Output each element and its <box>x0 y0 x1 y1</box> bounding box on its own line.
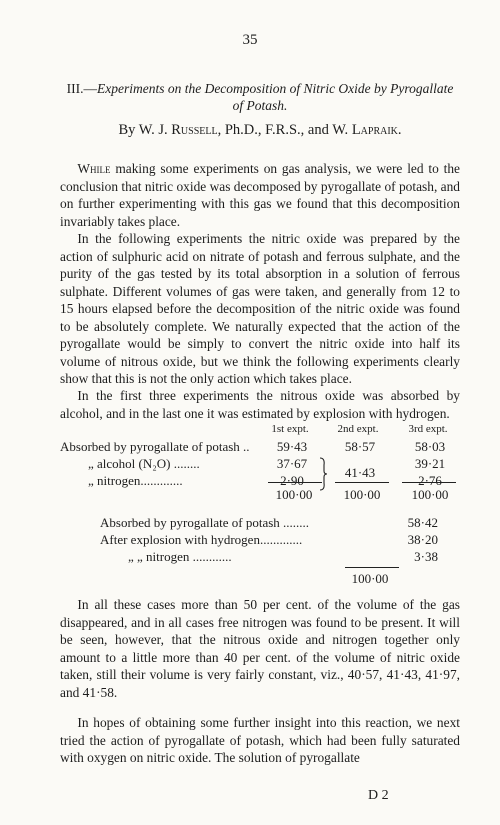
author-line <box>40 122 480 139</box>
table-cell: 59·43 <box>276 439 308 454</box>
authors-end: . <box>397 122 402 138</box>
table-row-label: „ nitrogen............. <box>88 473 183 488</box>
table-cell: 38·20 <box>407 532 438 547</box>
total-cell: 100·00 <box>275 487 313 502</box>
title-line-2: of Potash. <box>232 98 288 113</box>
table-cell: 58·57 <box>344 439 376 454</box>
authors-degrees: , Ph.D., F.R.S., and W. <box>217 122 352 138</box>
brace-icon <box>318 457 328 491</box>
paper-title <box>60 80 460 114</box>
table-row-label: „ alcohol (N₂O) ........ <box>88 456 200 471</box>
table-cell: 58·42 <box>407 515 438 530</box>
results-table-2 <box>60 507 460 597</box>
paragraph-further: In hopes of obtaining some further insight into this reaction, we next tried the action of pyrogallate of potash, which had been fully saturated with oxygen on nitric oxide. The solution of pyrogallate <box>60 715 460 765</box>
drop-word: While <box>77 161 111 176</box>
signature-mark: D 2 <box>368 788 389 803</box>
table-cell: 58·03 <box>414 439 446 454</box>
brace-value: 41·43 <box>344 465 376 480</box>
paragraph-discussion: In all these cases more than 50 per cent. of the volume of the gas disappeared, and in all cases free nitrogen was found to be present. It will be seen, however, that the nitrous oxide and nitrogen together only amount to a little more than 40 per cent. of the volume of nitric oxide taken, still their volume is very fairly constant, viz., 40·57, 41·43, 41·97, and 41·58. <box>60 597 460 700</box>
col-header-3: 3rd expt. <box>408 423 448 435</box>
table-row-label: Absorbed by pyrogallate of potash ........ <box>100 515 310 530</box>
table-cell: 39·21 <box>414 456 446 471</box>
table-cell: 3·38 <box>414 549 438 564</box>
sum-rule <box>402 482 456 483</box>
table-row-label: After explosion with hydrogen............. <box>100 532 303 547</box>
table-row-label: Absorbed by pyrogallate of potash .. <box>60 439 250 454</box>
title-line-1: Experiments on the Decomposition of Nitric Oxide by Pyrogallate <box>96 81 454 96</box>
total-cell: 100·00 <box>411 487 449 502</box>
paragraph-experiments: In the first three experiments the nitrous oxide was absorbed by alcohol, and in the last one it was estimated by explosion with hydrogen. <box>60 388 460 421</box>
title-numeral: III.— <box>66 81 97 96</box>
sum-rule <box>335 482 389 483</box>
paragraph-intro <box>60 160 460 230</box>
author-1: Russell <box>171 122 218 138</box>
col-header-2: 2nd expt. <box>337 423 379 435</box>
total-cell: 100·00 <box>343 487 381 502</box>
table-cell: 2·76 <box>418 473 442 488</box>
authors-by: By W. J. <box>118 122 172 138</box>
table-row-label: „ „ nitrogen ............ <box>128 549 232 564</box>
sum-rule <box>268 482 322 483</box>
page-number: 35 <box>242 32 258 48</box>
sum-rule <box>345 567 399 568</box>
col-header-1: 1st expt. <box>271 423 309 435</box>
total-cell: 100·00 <box>351 571 389 586</box>
paragraph-intro-text: making some experiments on gas analysis, we were led to the conclusion that nitric oxide was decomposed by pyrogallate of potash, and on further experimenting with this gas we found that this decomposition invariably takes place. <box>60 161 460 229</box>
table-cell: 37·67 <box>276 456 308 471</box>
paragraph-method: In the following experiments the nitric oxide was prepared by the action of sulphuric acid on nitrate of potash and ferrous sulphate, and the purity of the gas tested by its total absorption in a solution of ferrous sulphate. Different volumes of gas were taken, and generally from 12 to 15 hours elapsed before the decomposition of the nitric oxide was found to be absolutely complete. We naturally expected that the action of the pyrogallate would be simply to convert the nitric oxide into half its volume of nitrous oxide, but we think the following experiments clearly show that this is not the only action which takes place. <box>60 231 460 386</box>
author-2: Lapraik <box>351 122 398 138</box>
table-cell: 2·90 <box>280 473 304 488</box>
